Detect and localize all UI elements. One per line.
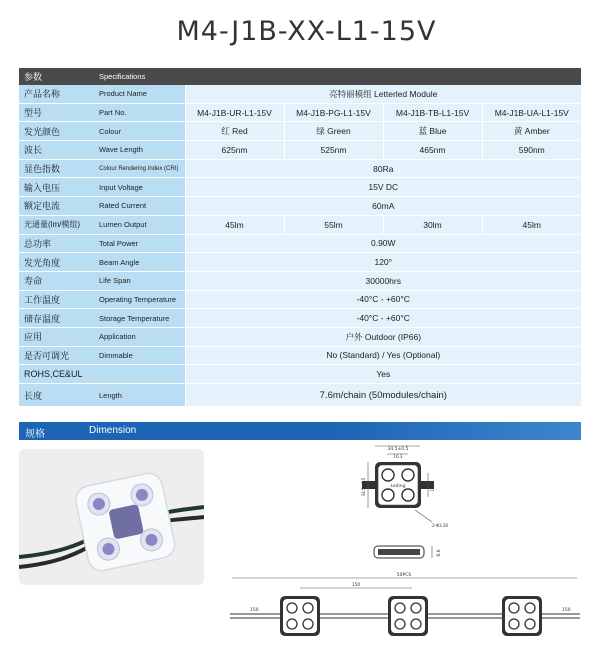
rohs-value: Yes [185, 365, 581, 384]
row-label-cn: 显色指数 [19, 159, 95, 178]
model-pg: M4-J1B-PG-L1-15V [284, 103, 383, 122]
side-view [374, 546, 442, 558]
lead-left-label: 150 [250, 608, 259, 613]
row-label-cn: 寿命 [19, 271, 95, 290]
row-label-cn: 产品名称 [19, 85, 95, 103]
colour-blue: 蓝 Blue [383, 122, 482, 141]
table-row [19, 271, 581, 290]
table-row [19, 103, 581, 122]
spacing-label: 150 [351, 583, 361, 588]
technical-drawing [222, 440, 602, 655]
spec-header-en: Specifications [95, 68, 581, 85]
lumen-blue: 30lm [383, 215, 482, 234]
dimension-header-en: Dimension [89, 425, 137, 436]
row-label-en: Colour [95, 122, 185, 141]
voltage-value: 15V DC [185, 178, 581, 197]
table-row [19, 141, 581, 160]
row-label-cn: 储存温度 [19, 309, 95, 328]
row-label-en: Part No. [95, 103, 185, 122]
lumen-green: 55lm [284, 215, 383, 234]
row-label-cn: 是否可调光 [19, 346, 95, 365]
width-inner-label: 16.3 [393, 454, 403, 459]
spec-header-cn: 参数 [19, 68, 95, 85]
dimmable-value: No (Standard) / Yes (Optional) [185, 346, 581, 365]
spec-table [19, 68, 581, 407]
row-label-en: Rated Current [95, 197, 185, 216]
led-module-illustration [19, 449, 204, 585]
width-outer-label: 34.5±0.5 [387, 447, 409, 452]
table-row [19, 309, 581, 328]
life-value: 30000hrs [185, 271, 581, 290]
row-label-cn: 型号 [19, 103, 95, 122]
spec-header-row [19, 68, 581, 85]
chain-module-2 [388, 596, 428, 636]
row-label-en: Colour Rendering Index (CRI) [95, 159, 185, 178]
dimension-drawing [222, 440, 602, 655]
page-title: M4-J1B-XX-L1-15V [176, 16, 437, 47]
row-label-cn: ROHS,CE&UL [19, 365, 185, 384]
row-label-en: Total Power [95, 234, 185, 253]
chain-label: 50PCS [396, 573, 412, 578]
row-label-en: Length [95, 384, 185, 407]
row-label-en: Input Voltage [95, 178, 185, 197]
colour-red: 红 Red [185, 122, 284, 141]
row-label-cn: 输入电压 [19, 178, 95, 197]
hole-label: 2-Φ3.20 [432, 523, 449, 528]
table-row [19, 327, 581, 346]
model-ua: M4-J1B-UA-L1-15V [482, 103, 581, 122]
cri-value: 80Ra [185, 159, 581, 178]
row-label-cn: 发光角度 [19, 253, 95, 272]
wave-blue: 465nm [383, 141, 482, 160]
chain-module-1 [280, 596, 320, 636]
model-ur: M4-J1B-UR-L1-15V [185, 103, 284, 122]
table-row [19, 215, 581, 234]
row-label-en: Product Name [95, 85, 185, 103]
product-photo [19, 449, 204, 585]
wave-green: 525nm [284, 141, 383, 160]
storage-temp-value: -40°C - +60°C [185, 309, 581, 328]
row-label-en: Beam Angle [95, 253, 185, 272]
row-label-en: Application [95, 327, 185, 346]
colour-green: 绿 Green [284, 122, 383, 141]
chain-view [230, 572, 580, 636]
current-value: 60mA [185, 197, 581, 216]
table-row [19, 85, 581, 103]
height-outer-label: 34.5±0.5 [361, 477, 366, 497]
length-value: 7.6m/chain (50modules/chain) [185, 384, 581, 407]
colour-amber: 黄 Amber [482, 122, 581, 141]
row-label-cn: 发光颜色 [19, 122, 95, 141]
lumen-amber: 45lm [482, 215, 581, 234]
table-row [19, 197, 581, 216]
logo-label: Leding [390, 484, 406, 489]
application-value: 户外 Outdoor (IP66) [185, 327, 581, 346]
row-label-en: Lumen Output [95, 215, 185, 234]
model-tb: M4-J1B-TB-L1-15V [383, 103, 482, 122]
table-row [19, 290, 581, 309]
lead-right-label: 150 [562, 608, 571, 613]
table-row [19, 346, 581, 365]
top-view [361, 446, 448, 528]
row-label-cn: 长度 [19, 384, 95, 407]
power-value: 0.90W [185, 234, 581, 253]
table-row [19, 178, 581, 197]
wave-red: 625nm [185, 141, 284, 160]
thickness-label: 8.6 [437, 549, 442, 557]
row-label-cn: 光通量(lm/模组) [19, 215, 95, 234]
row-label-cn: 总功率 [19, 234, 95, 253]
row-label-en: Storage Temperature [95, 309, 185, 328]
row-label-en: Operating Temperature [95, 290, 185, 309]
height-inner-label: 16.3 [430, 482, 435, 492]
table-row [19, 253, 581, 272]
table-row [19, 234, 581, 253]
chain-module-3 [502, 596, 542, 636]
row-label-cn: 波长 [19, 141, 95, 160]
row-label-en: Dimmable [95, 346, 185, 365]
table-row [19, 365, 581, 384]
table-row [19, 384, 581, 407]
lumen-red: 45lm [185, 215, 284, 234]
product-name-value: 亮特丽模组 Letterled Module [185, 85, 581, 103]
dimension-header [19, 422, 581, 440]
dimension-header-cn: 规格 [25, 429, 45, 440]
wave-amber: 590nm [482, 141, 581, 160]
row-label-en: Wave Length [95, 141, 185, 160]
table-row [19, 122, 581, 141]
row-label-cn: 工作温度 [19, 290, 95, 309]
row-label-cn: 应用 [19, 327, 95, 346]
row-label-cn: 额定电流 [19, 197, 95, 216]
row-label-en: Life Span [95, 271, 185, 290]
operating-temp-value: -40°C - +60°C [185, 290, 581, 309]
angle-value: 120° [185, 253, 581, 272]
table-row [19, 159, 581, 178]
